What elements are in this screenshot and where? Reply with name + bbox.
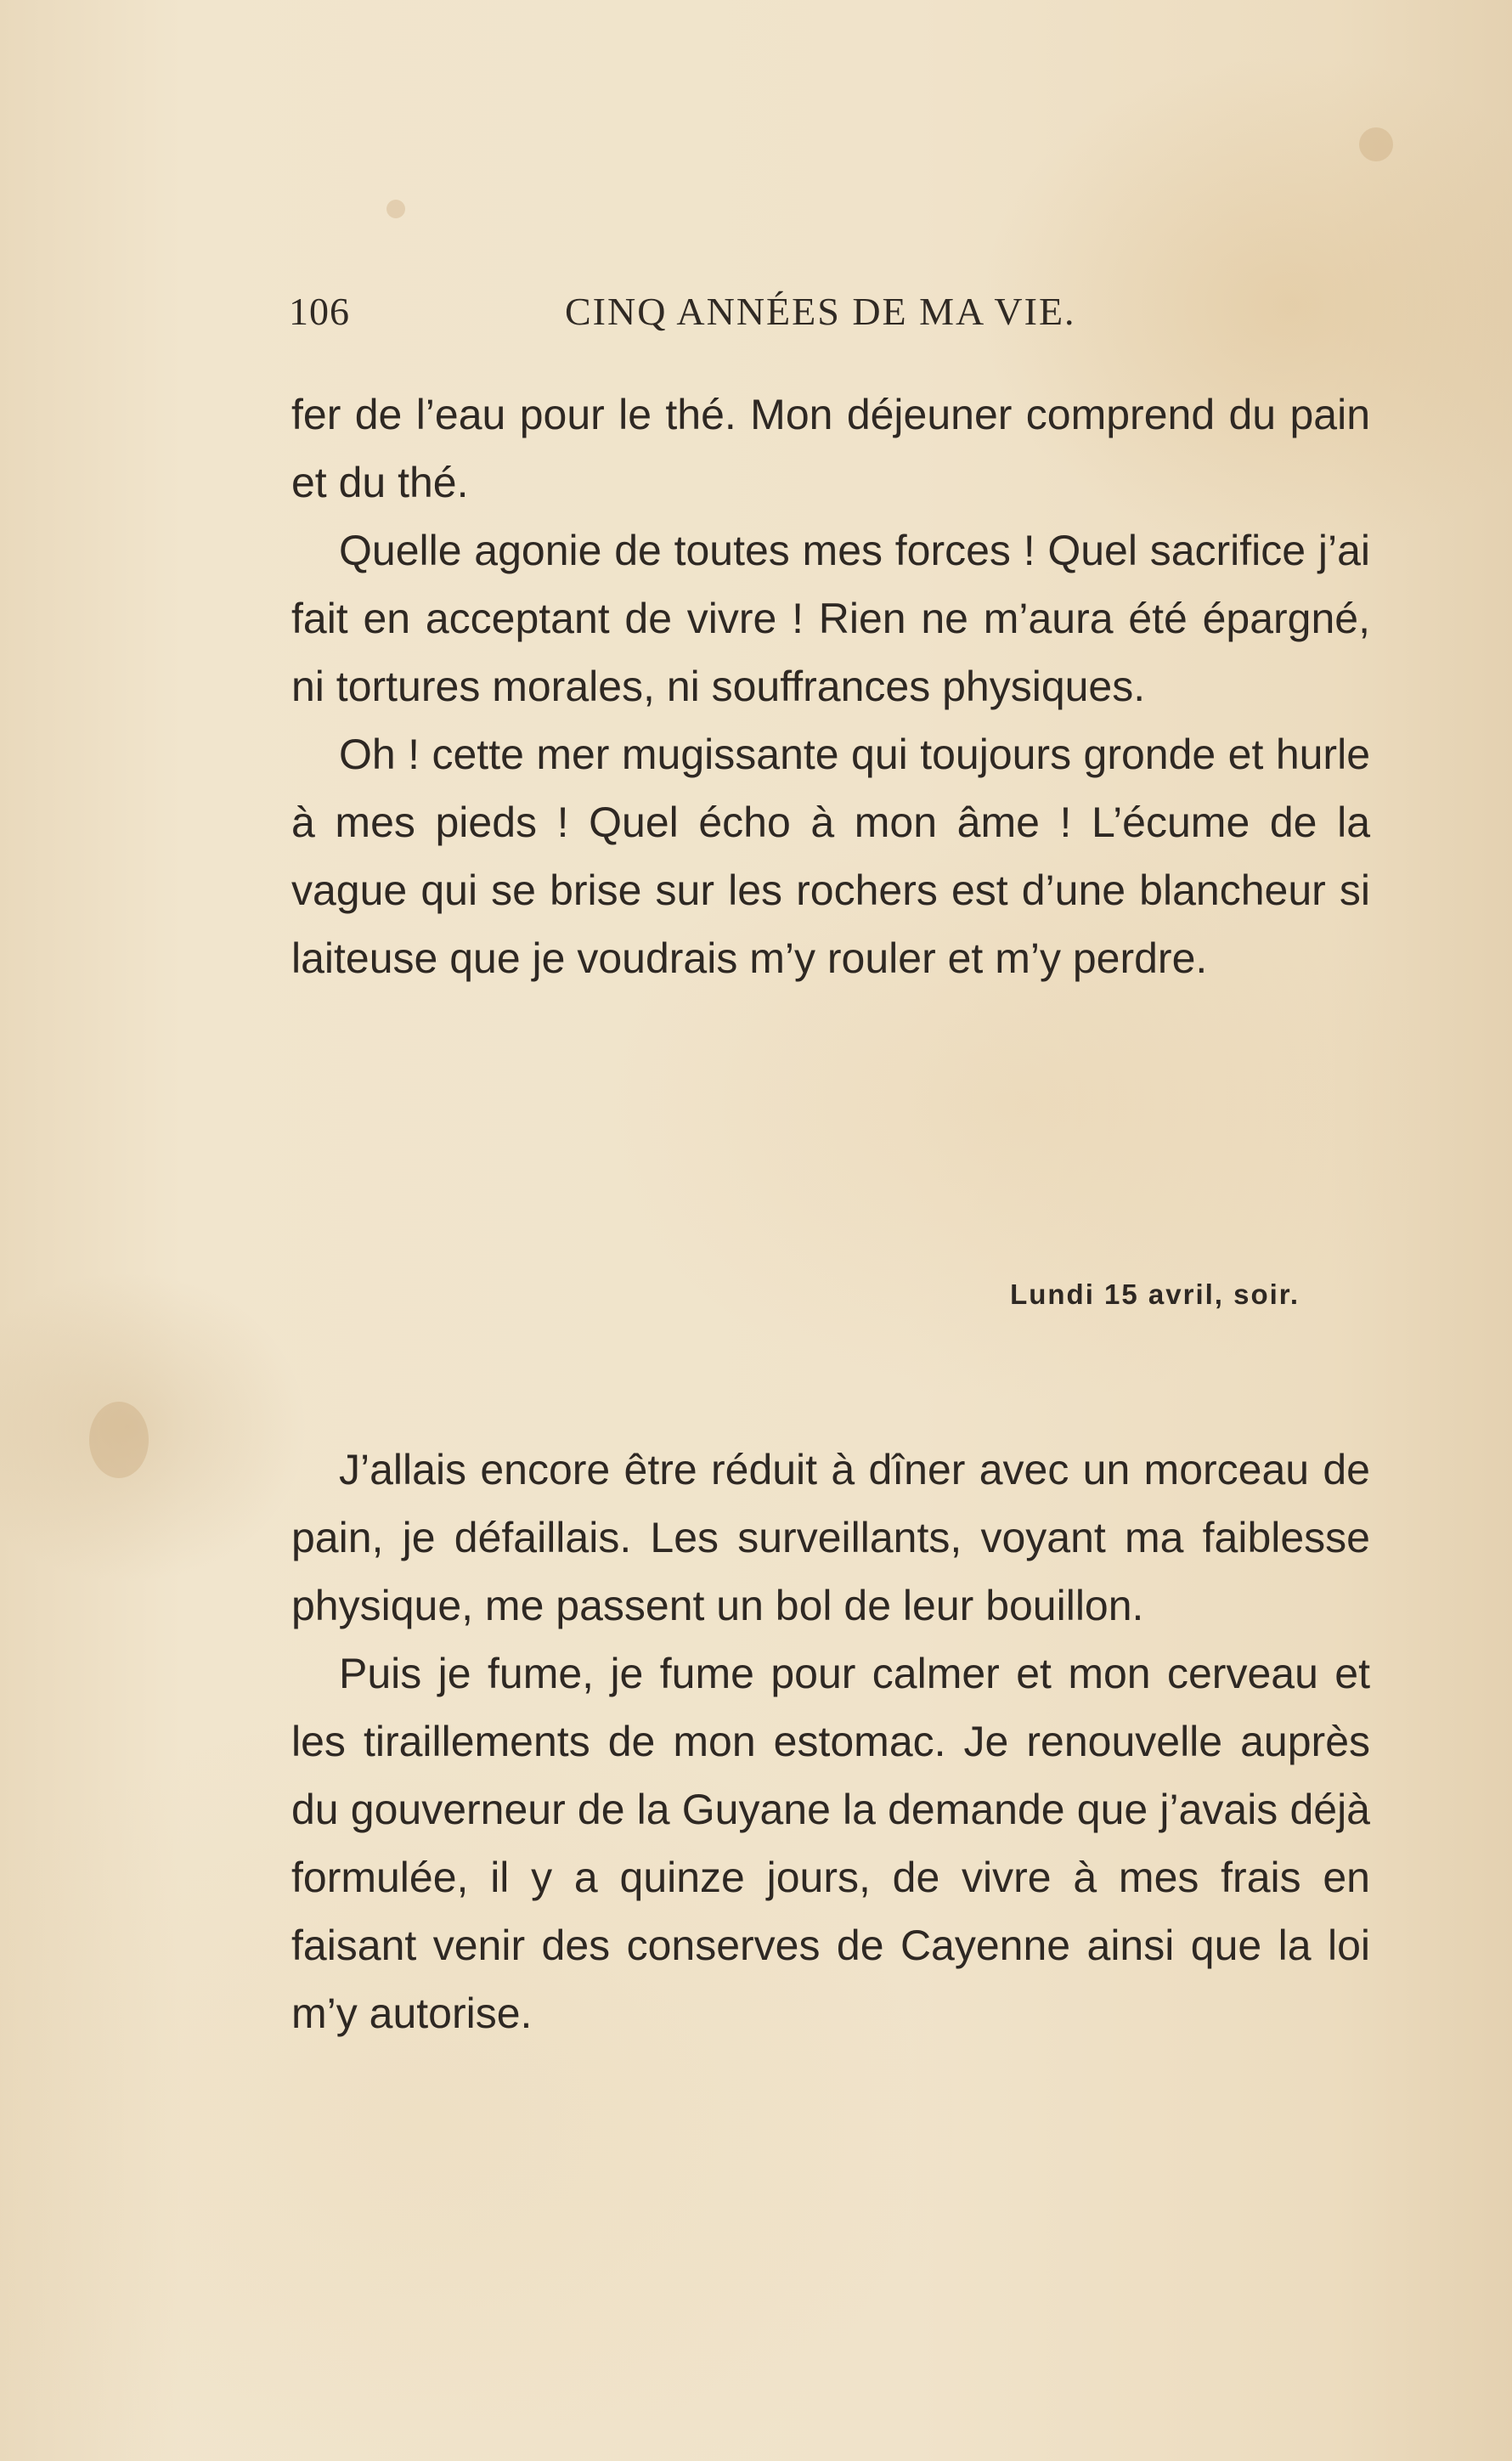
paragraph: Oh ! cette mer mugissante qui toujours gronde et hurle à mes pieds ! Quel écho à mon âme ! L’écume de la vague qui se brise sur les rochers est d’une blancheur si laiteuse que je voudrais m’y rouler et m’y perdre. [291,731,1370,982]
paper-stain [1359,127,1393,161]
paper-stain [89,1402,149,1478]
paragraph: J’allais encore être réduit à dîner avec un morceau de pain, je défaillais. Les surveillants, voyant ma faiblesse physique, me passent un bol de leur bouillon. [291,1446,1370,1629]
running-head [289,289,1138,340]
paper-stain [386,200,405,218]
running-title: CINQ ANNÉES DE MA VIE. [565,290,1076,333]
page-number: 106 [289,290,350,333]
dateline: Lundi 15 avril, soir. [1010,1278,1300,1310]
text-section-2 [291,1436,1370,2047]
text-section-1 [291,381,1370,992]
paragraph: Puis je fume, je fume pour calmer et mon cerveau et les tiraillements de mon estomac. Je renouvelle auprès du gouverneur de la Guyane la demande que j’avais déjà formulée, il y a quinze jours, de vivre à mes frais en faisant venir des conserves de Cayenne ainsi que la loi m’y autorise. [291,1650,1370,2037]
paragraph: fer de l’eau pour le thé. Mon déjeuner comprend du pain et du thé. [291,391,1370,506]
paragraph: Quelle agonie de toutes mes forces ! Quel sacrifice j’ai fait en acceptant de vivre ! Rien ne m’aura été épargné, ni tortures morales, ni souffrances physiques. [291,527,1370,710]
